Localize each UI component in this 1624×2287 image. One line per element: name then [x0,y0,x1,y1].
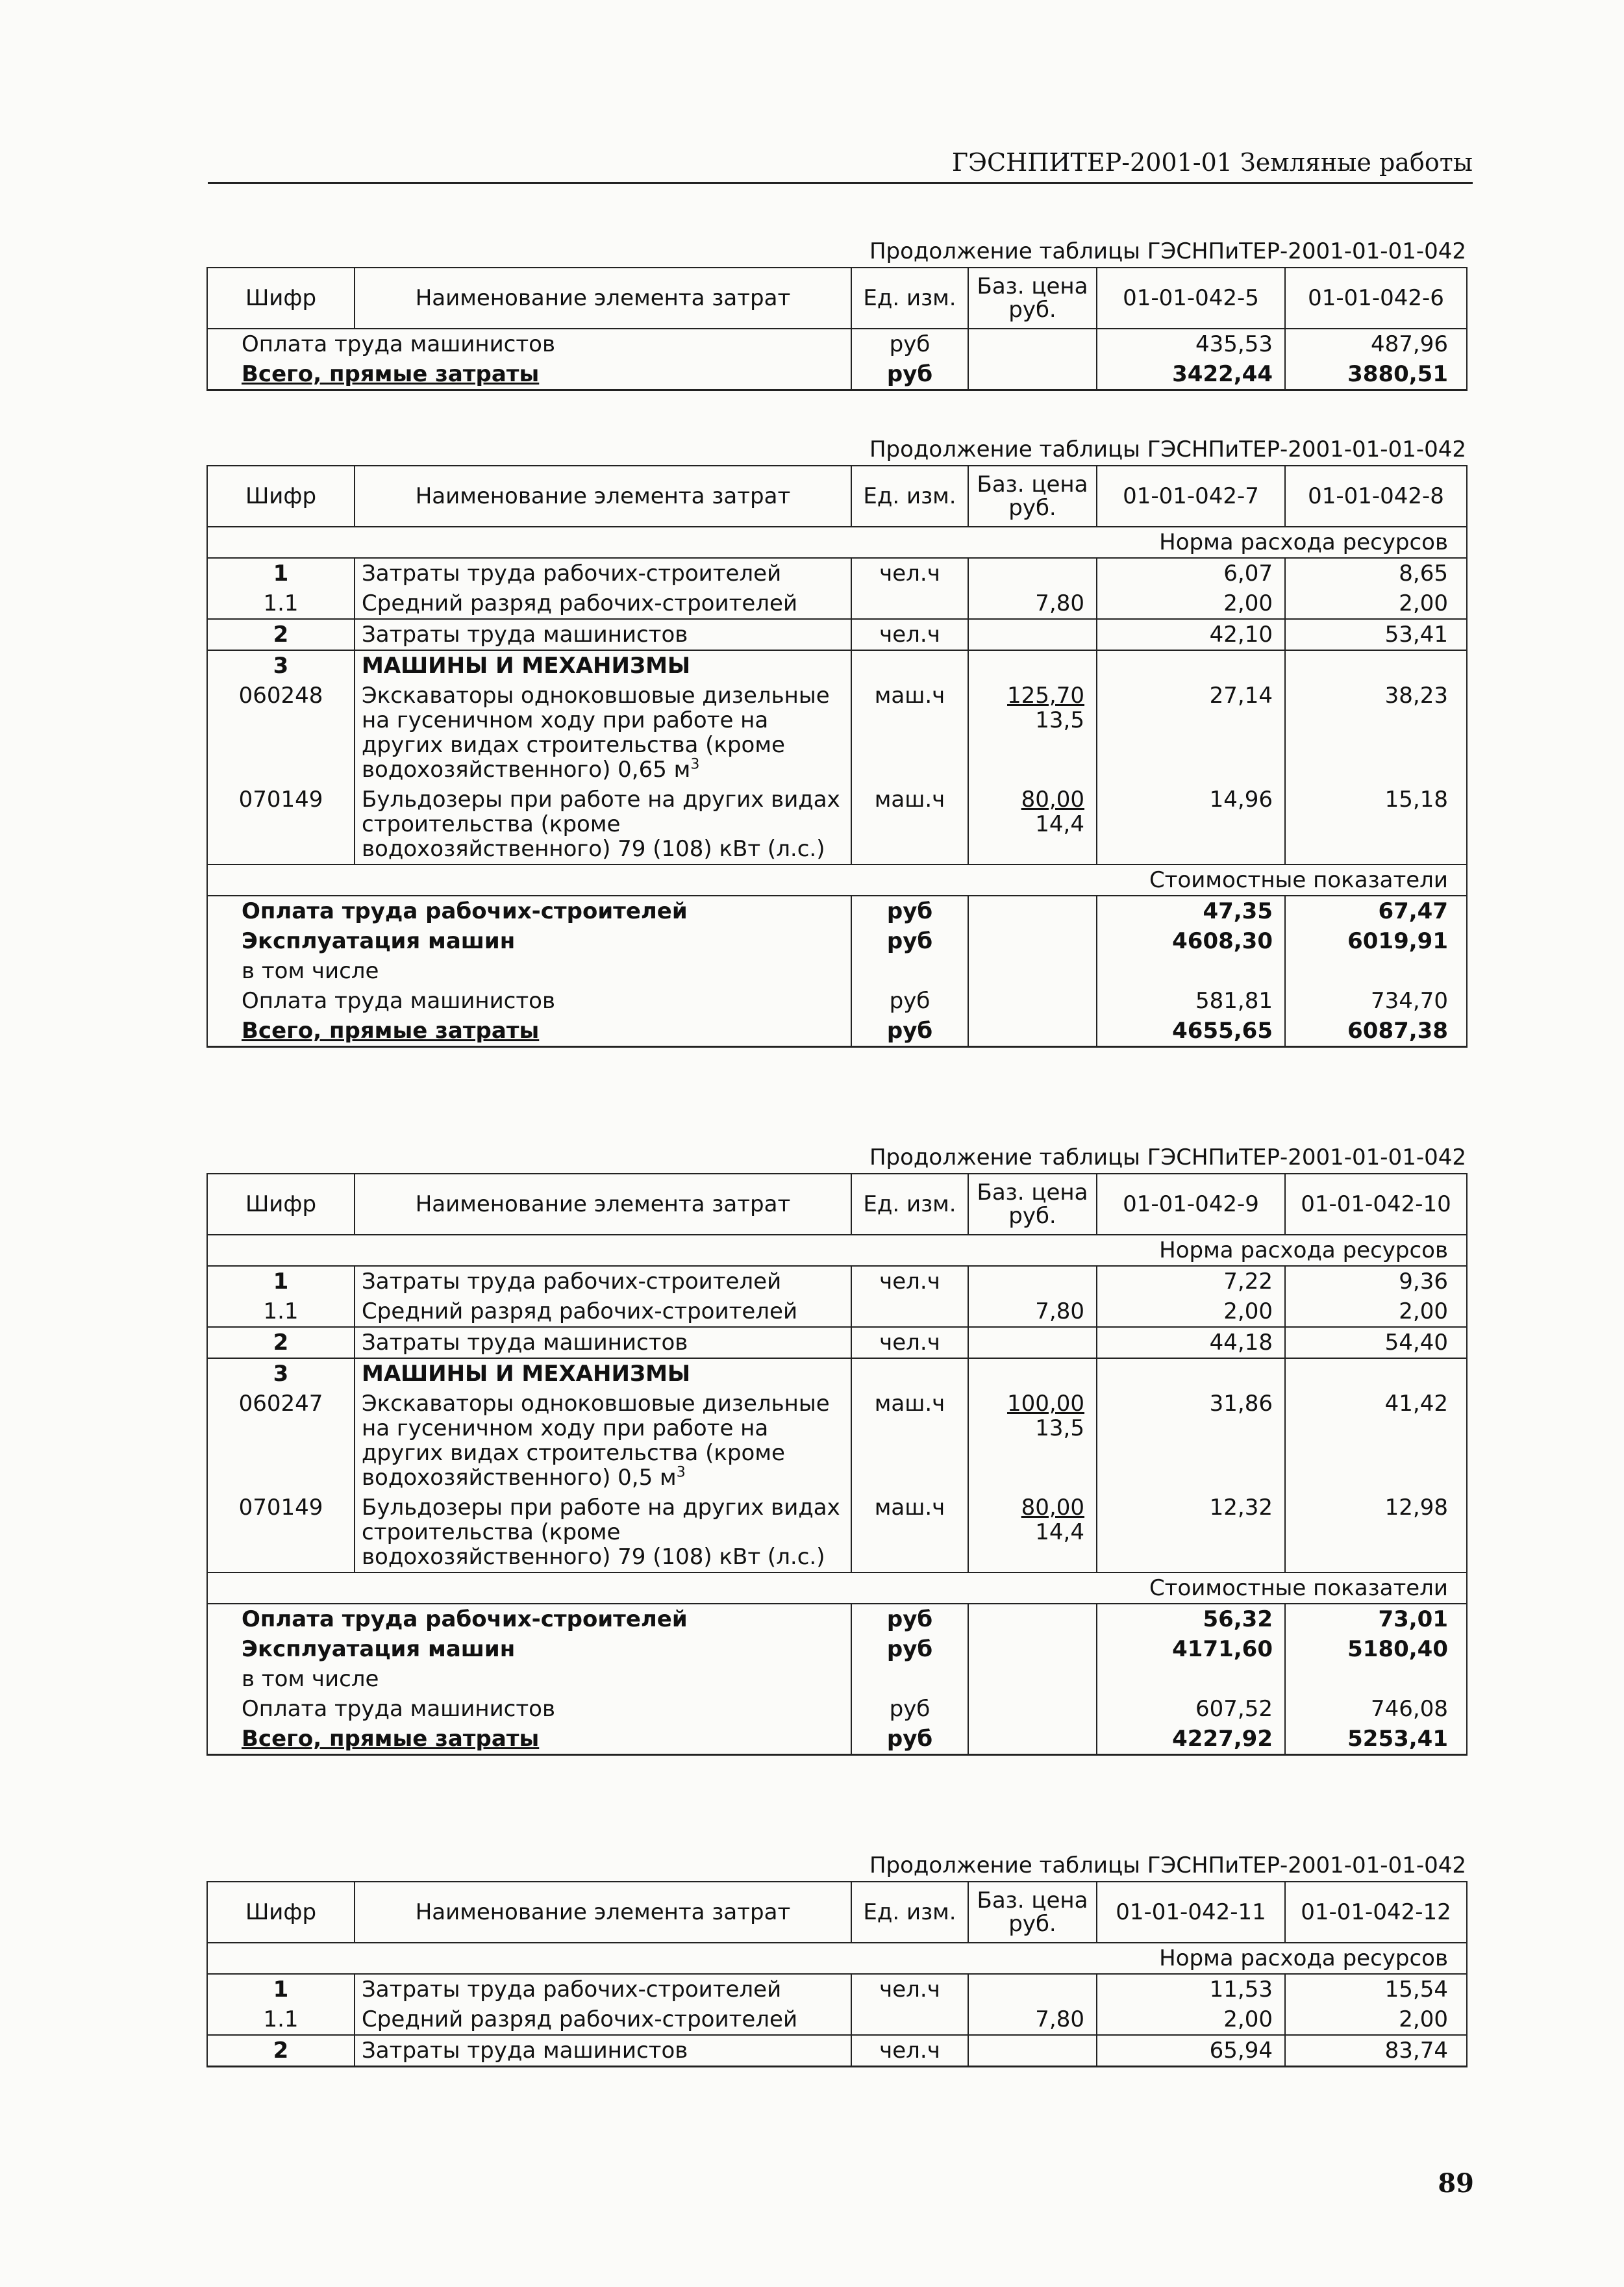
continuation-caption: Продолжение таблицы ГЭСНПиТЕР-2001-01-01-042 [869,1144,1466,1170]
table-header [207,1882,1467,1943]
table-header [207,466,1467,527]
row-unit: руб [851,329,968,359]
col-rate-2-header: 01-01-042-12 [1285,1882,1467,1943]
table-row [207,329,1467,359]
row-unit: маш.ч [851,785,968,865]
resource-name: Бульдозеры при работе на других видах строительства (кроме водохозяйственного) 79 (108) кВт (л.с.) [355,785,851,865]
table-row [207,1016,1467,1047]
col-rate-2-header: 01-01-042-6 [1285,268,1467,329]
row-label: Средний разряд рабочих-строителей [355,1296,851,1327]
table-row [207,359,1467,390]
row-unit: чел.ч [851,558,968,588]
row-label: Затраты труда рабочих-строителей [355,1974,851,2004]
row-unit: маш.ч [851,1389,968,1493]
row-label: Всего, прямые затраты [242,1726,540,1752]
col-code-header: Шифр [207,1174,355,1235]
table-row [207,1694,1467,1724]
row-value: 487,96 [1285,329,1467,359]
row-price: 125,70 [1007,683,1084,709]
row-value: 41,42 [1285,1389,1467,1493]
row-label: Затраты труда машинистов [355,619,851,650]
row-label: Всего, прямые затраты [242,361,540,387]
continuation-caption: Продолжение таблицы ГЭСНПиТЕР-2001-01-01-042 [869,436,1466,462]
row-price-2: 13,5 [1035,707,1084,733]
row-label: Затраты труда рабочих-строителей [355,1266,851,1296]
col-rate-1-header: 01-01-042-7 [1097,466,1285,527]
row-value: 4608,30 [1097,926,1285,956]
section-label: Стоимостные показатели [207,865,1467,896]
row-value: 73,01 [1285,1604,1467,1634]
row-label: Затраты труда машинистов [355,2035,851,2067]
col-price-header: Баз. цена руб. [968,466,1097,527]
col-name-header: Наименование элемента затрат [355,268,851,329]
section-row [207,865,1467,896]
row-unit: чел.ч [851,1266,968,1296]
col-rate-1-header: 01-01-042-9 [1097,1174,1285,1235]
resource-code: 060248 [207,681,355,785]
row-value: 4227,92 [1097,1724,1285,1755]
table-row: 3 МАШИНЫ И МЕХАНИЗМЫ [207,1358,1467,1389]
row-value: 3422,44 [1097,359,1285,390]
table-row: 060248 Экскаваторы одноковшовые дизельные на гусеничном ходу при работе на других видах строительства (кроме водохозяйственного) 0,65 $м^3$ маш.ч 125,70 13,5 27,14 38,23 [207,681,1467,785]
row-value: 6087,38 [1285,1016,1467,1047]
row-value: 607,52 [1097,1694,1285,1724]
row-value: 14,96 [1097,785,1285,865]
row-unit: руб [851,1694,968,1724]
row-value: 2,00 [1097,2004,1285,2035]
col-name-header: Наименование элемента затрат [355,466,851,527]
table-row: 1.1 Средний разряд рабочих-строителей 7,80 2,00 2,00 [207,588,1467,619]
row-value: 2,00 [1097,588,1285,619]
row-label: в том числе [207,1664,851,1694]
section-label: Норма расхода ресурсов [207,1943,1467,1974]
row-value: 4655,65 [1097,1016,1285,1047]
col-unit-header: Ед. изм. [851,268,968,329]
row-label: МАШИНЫ И МЕХАНИЗМЫ [355,650,851,681]
row-unit: маш.ч [851,681,968,785]
col-rate-2-header: 01-01-042-10 [1285,1174,1467,1235]
table-row: 060247 Экскаваторы одноковшовые дизельные на гусеничном ходу при работе на других видах строительства (кроме водохозяйственного) 0,5 $м^3$ маш.ч 100,00 13,5 31,86 41,42 [207,1389,1467,1493]
row-price: 80,00 [1021,787,1084,813]
resource-name: Бульдозеры при работе на других видах строительства (кроме водохозяйственного) 79 (108) кВт (л.с.) [355,1493,851,1573]
table-row: 2 Затраты труда машинистов чел.ч 42,10 53,41 [207,619,1467,650]
row-value: 54,40 [1285,1327,1467,1358]
cost-table-1 [206,267,1468,391]
row-value: 44,18 [1097,1327,1285,1358]
row-price: 7,80 [968,588,1097,619]
row-value: 11,53 [1097,1974,1285,2004]
table-header [207,268,1467,329]
row-price: 100,00 [1007,1391,1084,1417]
row-unit: чел.ч [851,2035,968,2067]
row-label: Затраты труда машинистов [355,1327,851,1358]
section-row [207,527,1467,558]
col-code-header: Шифр [207,466,355,527]
row-price: 80,00 [1021,1495,1084,1521]
col-price-header: Баз. цена руб. [968,1174,1097,1235]
section-row [207,1235,1467,1266]
row-unit: руб [851,1724,968,1755]
row-value: 56,32 [1097,1604,1285,1634]
row-value: 15,18 [1285,785,1467,865]
page-number: 89 [1438,2168,1474,2199]
section-label: Норма расхода ресурсов [207,527,1467,558]
row-label: Оплата труда рабочих-строителей [207,1604,851,1634]
table-row: 2 Затраты труда машинистов чел.ч 44,18 54,40 [207,1327,1467,1358]
row-unit: руб [851,1016,968,1047]
row-label: Оплата труда машинистов [207,1694,851,1724]
row-label: Оплата труда машинистов [207,986,851,1016]
row-value: 6,07 [1097,558,1285,588]
table-row [207,1634,1467,1664]
row-unit: чел.ч [851,619,968,650]
col-price-header: Баз. цена руб. [968,1882,1097,1943]
col-unit-header: Ед. изм. [851,1882,968,1943]
row-value: 3880,51 [1285,359,1467,390]
row-unit: руб [851,359,968,390]
section-row [207,1573,1467,1604]
col-price-header: Баз. цена руб. [968,268,1097,329]
table-row: 3 МАШИНЫ И МЕХАНИЗМЫ [207,650,1467,681]
row-label: Эксплуатация машин [207,1634,851,1664]
table-row: 1.1 Средний разряд рабочих-строителей 7,80 2,00 2,00 [207,1296,1467,1327]
row-unit: руб [851,1634,968,1664]
row-value: 47,35 [1097,896,1285,926]
table-block-4 [206,1850,1466,2067]
row-value: 2,00 [1285,2004,1467,2035]
col-rate-2-header: 01-01-042-8 [1285,466,1467,527]
row-value: 435,53 [1097,329,1285,359]
resource-code: 070149 [207,785,355,865]
col-code-header: Шифр [207,1882,355,1943]
cost-table-2 [206,465,1468,1048]
row-price: 7,80 [968,2004,1097,2035]
table-block-1 [206,236,1466,391]
table-row [207,1664,1467,1694]
row-label: Эксплуатация машин [207,926,851,956]
resource-code: 060247 [207,1389,355,1493]
row-value: 12,32 [1097,1493,1285,1573]
row-price-2: 14,4 [1035,1519,1084,1545]
col-name-header: Наименование элемента затрат [355,1174,851,1235]
table-row [207,1493,1467,1573]
row-price-2: 13,5 [1035,1415,1084,1441]
table-row [207,986,1467,1016]
resource-name: Экскаваторы одноковшовые дизельные на гусеничном ходу при работе на других видах строительства (кроме водохозяйственного) 0,65 м [362,683,830,783]
row-value: 5180,40 [1285,1634,1467,1664]
row-value: 581,81 [1097,986,1285,1016]
row-label: МАШИНЫ И МЕХАНИЗМЫ [355,1358,851,1389]
row-value: 67,47 [1285,896,1467,926]
row-value: 4171,60 [1097,1634,1285,1664]
col-unit-header: Ед. изм. [851,1174,968,1235]
continuation-caption: Продолжение таблицы ГЭСНПиТЕР-2001-01-01-042 [869,1852,1466,1878]
row-unit: маш.ч [851,1493,968,1573]
row-value: 15,54 [1285,1974,1467,2004]
cost-table-4 [206,1881,1468,2067]
row-value: 746,08 [1285,1694,1467,1724]
row-unit: руб [851,926,968,956]
continuation-caption: Продолжение таблицы ГЭСНПиТЕР-2001-01-01-042 [869,238,1466,264]
row-unit: чел.ч [851,1974,968,2004]
col-code-header: Шифр [207,268,355,329]
table-row [207,926,1467,956]
col-unit-header: Ед. изм. [851,466,968,527]
row-price-2: 14,4 [1035,811,1084,837]
row-label: Оплата труда машинистов [242,331,556,357]
running-header: ГЭСНПИТЕР-2001-01 Земляные работы [208,148,1473,184]
row-value: 7,22 [1097,1266,1285,1296]
row-value: 734,70 [1285,986,1467,1016]
section-label: Стоимостные показатели [207,1573,1467,1604]
table-row: 1 Затраты труда рабочих-строителей чел.ч 6,07 8,65 [207,558,1467,588]
row-value: 2,00 [1285,588,1467,619]
table-row: 1.1 Средний разряд рабочих-строителей 7,80 2,00 2,00 [207,2004,1467,2035]
resource-code: 070149 [207,1493,355,1573]
row-value: 27,14 [1097,681,1285,785]
row-unit: руб [851,986,968,1016]
table-header [207,1174,1467,1235]
table-row: 2 Затраты труда машинистов чел.ч 65,94 83,74 [207,2035,1467,2067]
table-row [207,956,1467,986]
table-row [207,1604,1467,1634]
row-label: Всего, прямые затраты [242,1018,540,1044]
row-value: 2,00 [1097,1296,1285,1327]
row-value: 12,98 [1285,1493,1467,1573]
row-value: 2,00 [1285,1296,1467,1327]
row-value: 31,86 [1097,1389,1285,1493]
row-label: в том числе [207,956,851,986]
row-label: Затраты труда рабочих-строителей [355,558,851,588]
row-value: 65,94 [1097,2035,1285,2067]
row-price: 7,80 [968,1296,1097,1327]
row-value: 38,23 [1285,681,1467,785]
row-value: 42,10 [1097,619,1285,650]
row-value: 8,65 [1285,558,1467,588]
table-block-2 [206,434,1466,1048]
table-row [207,1724,1467,1755]
section-row [207,1943,1467,1974]
row-value: 5253,41 [1285,1724,1467,1755]
table-row: 1 Затраты труда рабочих-строителей чел.ч 7,22 9,36 [207,1266,1467,1296]
col-rate-1-header: 01-01-042-11 [1097,1882,1285,1943]
col-name-header: Наименование элемента затрат [355,1882,851,1943]
row-unit: чел.ч [851,1327,968,1358]
row-unit: руб [851,896,968,926]
table-row [207,785,1467,865]
row-unit: руб [851,1604,968,1634]
cost-table-3 [206,1173,1468,1756]
resource-name: Экскаваторы одноковшовые дизельные на гусеничном ходу при работе на других видах строительства (кроме водохозяйственного) 0,5 м [362,1391,830,1491]
row-label: Средний разряд рабочих-строителей [355,2004,851,2035]
row-label: Оплата труда рабочих-строителей [207,896,851,926]
section-label: Норма расхода ресурсов [207,1235,1467,1266]
table-block-3 [206,1142,1466,1756]
table-row: 1 Затраты труда рабочих-строителей чел.ч 11,53 15,54 [207,1974,1467,2004]
table-row [207,896,1467,926]
row-value: 9,36 [1285,1266,1467,1296]
row-label: Средний разряд рабочих-строителей [355,588,851,619]
row-value: 53,41 [1285,619,1467,650]
row-value: 83,74 [1285,2035,1467,2067]
row-value: 6019,91 [1285,926,1467,956]
col-rate-1-header: 01-01-042-5 [1097,268,1285,329]
